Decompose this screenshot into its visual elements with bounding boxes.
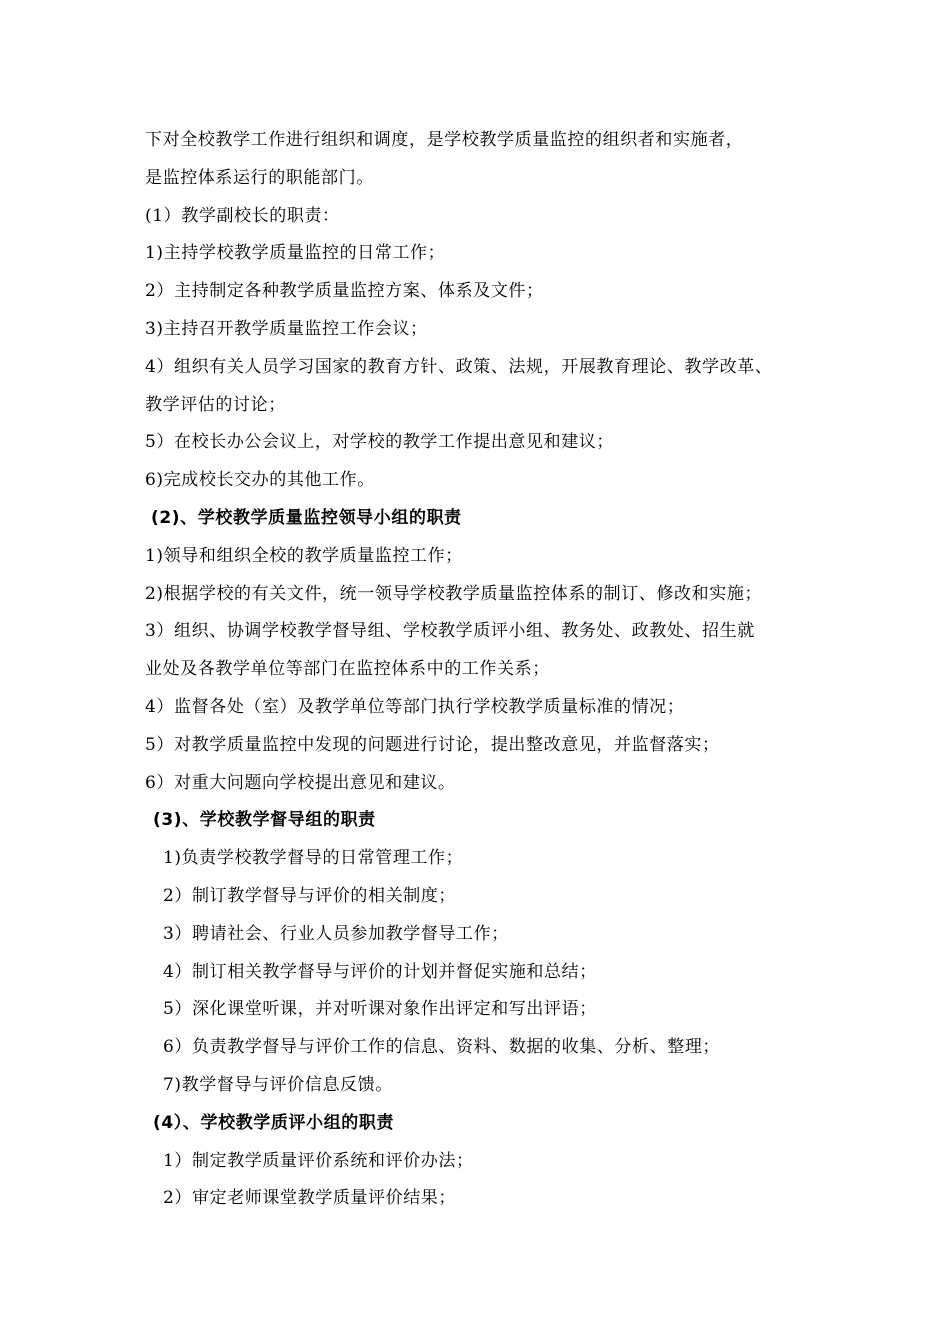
list-item: 5）对教学质量监控中发现的问题进行讨论，提出整改意见，并监督落实； xyxy=(145,734,720,755)
list-item: 3）组织、协调学校教学督导组、学校教学质评小组、教务处、政教处、招生就 xyxy=(145,621,755,642)
list-item: 5）深化课堂听课，并对听课对象作出评定和写出评语； xyxy=(163,999,597,1020)
list-item: 6）负责教学督导与评价工作的信息、资料、数据的收集、分析、整理； xyxy=(163,1037,721,1058)
list-item: 7)教学督导与评价信息反馈。 xyxy=(163,1074,393,1095)
list-item: 1)负责学校教学督导的日常管理工作； xyxy=(163,848,464,869)
list-item: 1)领导和组织全校的教学质量监控工作； xyxy=(145,545,463,566)
list-item: (1）教学副校长的职责： xyxy=(145,205,340,226)
list-item: 2）审定老师课堂教学质量评价结果； xyxy=(163,1188,457,1209)
document-body xyxy=(145,122,845,1218)
list-item: 6)完成校长交办的其他工作。 xyxy=(145,470,375,491)
section-heading: (2)、学校教学质量监控领导小组的职责 xyxy=(151,507,462,528)
list-item: 4）组织有关人员学习国家的教育方针、政策、法规，开展教育理论、教学改革、 xyxy=(145,356,773,377)
list-item: 3)主持召开教学质量监控工作会议； xyxy=(145,318,428,339)
list-item: 5）在校长办公会议上，对学校的教学工作提出意见和建议； xyxy=(145,432,615,453)
list-item: 1）制定教学质量评价系统和评价办法； xyxy=(163,1150,474,1171)
list-item: 4）制订相关教学督导与评价的计划并督促实施和总结； xyxy=(163,961,597,982)
paragraph-line: 下对全校教学工作进行组织和调度，是学校教学质量监控的组织者和实施者， xyxy=(145,130,744,150)
list-item: 6）对重大问题向学校提出意见和建议。 xyxy=(145,772,456,793)
list-item: 4）监督各处（室）及教学单位等部门执行学校教学质量标准的情况； xyxy=(145,696,685,717)
list-item: 2）主持制定各种教学质量监控方案、体系及文件； xyxy=(145,281,544,302)
section-heading: (4）、学校教学质评小组的职责 xyxy=(153,1112,395,1133)
paragraph-line: 是监控体系运行的职能部门。 xyxy=(145,167,374,188)
list-item: 2)根据学校的有关文件，统一领导学校教学质量监控体系的制订、修改和实施； xyxy=(145,583,763,604)
list-item: 3）聘请社会、行业人员参加教学督导工作； xyxy=(163,923,509,944)
section-heading: (3)、学校教学督导组的职责 xyxy=(153,810,376,831)
list-item-continuation: 教学评估的讨论； xyxy=(145,394,286,415)
list-item: 2）制订教学督导与评价的相关制度； xyxy=(163,885,457,906)
list-item: 1)主持学校教学质量监控的日常工作； xyxy=(145,243,446,264)
list-item-continuation: 业处及各教学单位等部门在监控体系中的工作关系； xyxy=(145,659,550,680)
